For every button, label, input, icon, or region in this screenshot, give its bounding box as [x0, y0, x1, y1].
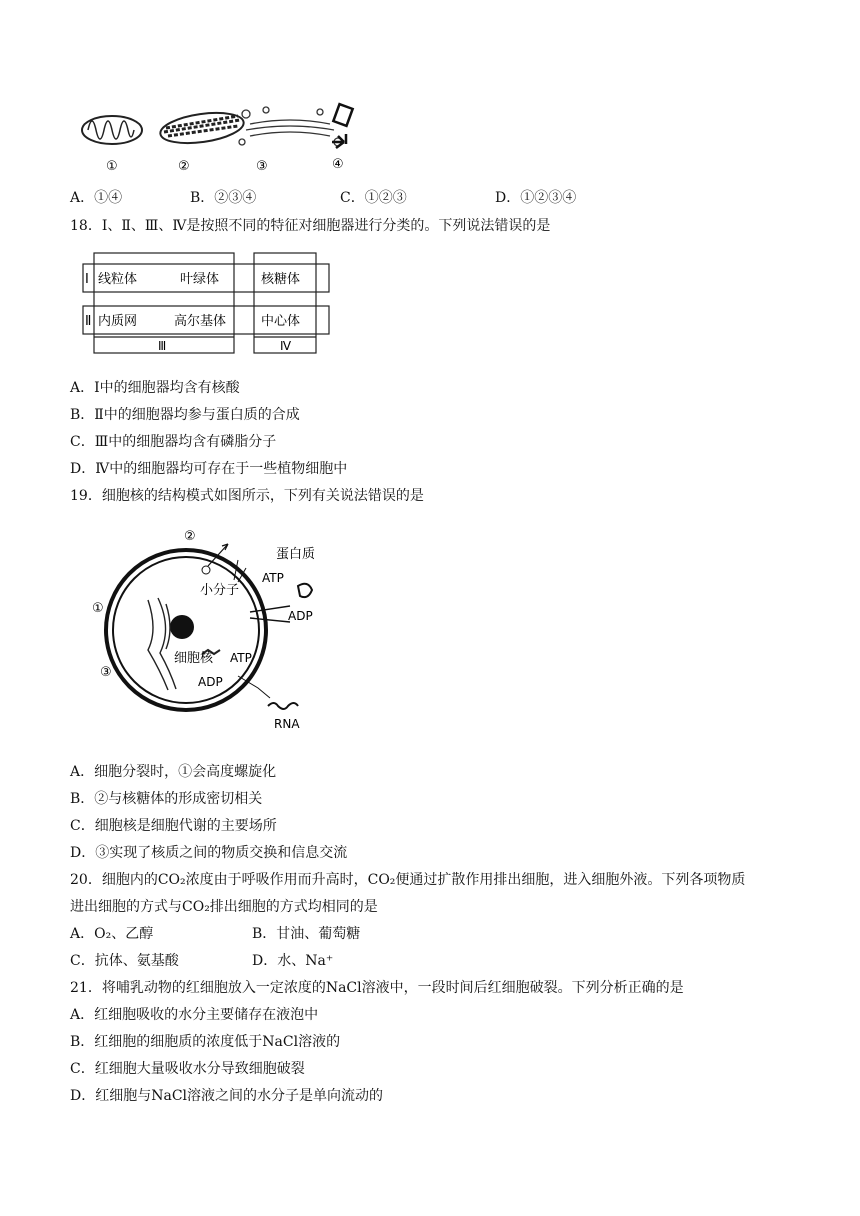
fig-label-3: ③ — [256, 159, 268, 174]
q19-diagram — [88, 520, 338, 740]
q18-option-d: D．Ⅳ中的细胞器均可存在于一些植物细胞中 — [70, 461, 348, 477]
centriole-icon — [332, 104, 353, 148]
q20-option-a: A．O₂、乙醇 — [70, 926, 154, 942]
q19-option-a: A．细胞分裂时，①会高度螺旋化 — [70, 764, 277, 780]
label-adp-bottom: ADP — [198, 675, 223, 689]
fig-label-1: ① — [106, 159, 118, 174]
q19-option-d: D．③实现了核质之间的物质交换和信息交流 — [70, 845, 348, 861]
label-adp-top: ADP — [288, 609, 313, 623]
chloroplast-icon — [158, 108, 245, 147]
organelle-drawings — [70, 98, 390, 178]
fig-label-4: ④ — [332, 157, 344, 172]
label-nucleus: 细胞核 — [174, 651, 214, 666]
cell-er: 内质网 — [98, 314, 138, 329]
label-atp-top: ATP — [262, 571, 284, 585]
q21-option-c: C．红细胞大量吸收水分导致细胞破裂 — [70, 1061, 305, 1077]
q18-stem: 18．Ⅰ、Ⅱ、Ⅲ、Ⅳ是按照不同的特征对细胞器进行分类的。下列说法错误的是 — [70, 218, 551, 234]
q19-option-c: C．细胞核是细胞代谢的主要场所 — [70, 818, 277, 834]
label-1: ① — [92, 601, 104, 616]
q21-option-a: A．红细胞吸收的水分主要储存在液泡中 — [70, 1007, 319, 1023]
col-label-3: Ⅲ — [158, 339, 167, 353]
golgi-icon — [239, 107, 342, 146]
q18-option-a: A．Ⅰ中的细胞器均含有核酸 — [70, 380, 240, 396]
label-small-molecule: 小分子 — [200, 583, 240, 598]
q19-stem: 19．细胞核的结构模式如图所示，下列有关说法错误的是 — [70, 488, 424, 504]
q17-option-c: C．①②③ — [340, 190, 407, 206]
chromatin-icon — [148, 598, 176, 690]
q17-option-d: D．①②③④ — [495, 190, 577, 206]
cell-ribosome: 核糖体 — [261, 272, 301, 287]
q20-stem-1: 20．细胞内的CO₂浓度由于呼吸作用而升高时，CO₂便通过扩散作用排出细胞，进入细胞外液。下列各项物质 — [70, 872, 746, 888]
q19-option-b: B．②与核糖体的形成密切相关 — [70, 791, 263, 807]
q18-option-b: B．Ⅱ中的细胞器均参与蛋白质的合成 — [70, 407, 300, 423]
q20-option-c: C．抗体、氨基酸 — [70, 953, 179, 969]
q20-option-d: D．水、Na⁺ — [252, 953, 334, 969]
label-protein: 蛋白质 — [276, 547, 316, 562]
col-label-4: Ⅳ — [280, 339, 292, 353]
row-label-2: Ⅱ — [85, 314, 92, 329]
q21-option-d: D．红细胞与NaCl溶液之间的水分子是单向流动的 — [70, 1088, 384, 1104]
row-label-1: Ⅰ — [85, 272, 89, 287]
q21-option-b: B．红细胞的细胞质的浓度低于NaCl溶液的 — [70, 1034, 341, 1050]
q18-option-c: C．Ⅲ中的细胞器均含有磷脂分子 — [70, 434, 277, 450]
cell-golgi: 高尔基体 — [174, 314, 227, 329]
label-rna: RNA — [274, 717, 300, 731]
mitochondrion-icon — [82, 116, 142, 144]
q17-option-b: B．②③④ — [190, 190, 257, 206]
q17-option-a: A．①④ — [70, 190, 123, 206]
cell-centriole: 中心体 — [261, 314, 301, 329]
q18-diagram — [80, 250, 340, 360]
q20-stem-2: 进出细胞的方式与CO₂排出细胞的方式均相同的是 — [70, 899, 378, 915]
label-3: ③ — [100, 665, 112, 680]
label-atp-bottom: ATP — [230, 651, 252, 665]
cell-mitochondria: 线粒体 — [98, 272, 138, 287]
q17-figure — [70, 98, 390, 178]
fig-label-2: ② — [178, 159, 190, 174]
q21-stem: 21．将哺乳动物的红细胞放入一定浓度的NaCl溶液中，一段时间后红细胞破裂。下列分析正确的是 — [70, 980, 684, 996]
label-2: ② — [184, 529, 196, 544]
cell-chloroplast: 叶绿体 — [180, 272, 220, 287]
q20-option-b: B．甘油、葡萄糖 — [252, 926, 361, 942]
nucleolus-icon — [170, 615, 194, 639]
